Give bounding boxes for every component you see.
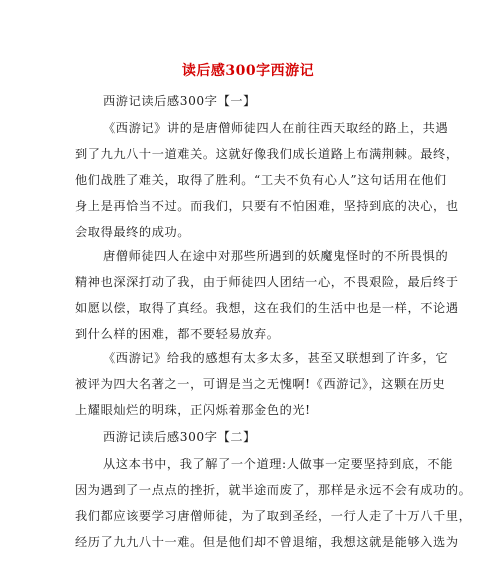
text-line: 经历了九九八十一难。但是他们却不曾退缩，我想这就是能够入选为	[75, 535, 459, 549]
paragraph-4	[75, 451, 472, 555]
text-line: 《西游记》讲的是唐僧师徒四人在前往西天取经的路上，共遇	[103, 121, 449, 135]
text-line: 精神也深深打动了我，由于师徒四人团结一心，不畏艰险，最后终于	[75, 275, 459, 289]
text-line: 被评为四大名著之一，可谓是当之无愧啊!《西游记》，这颗在历史	[75, 377, 446, 391]
text-line: 身上是再恰当不过。而我们，只要有不怕困难，坚持到底的决心，也	[75, 199, 459, 213]
text-line: 到什么样的困难，都不要轻易放弃。	[75, 327, 280, 341]
paragraph-3	[75, 345, 449, 423]
text-line: 《西游记》给我的感想有太多太多，甚至又联想到了许多，它	[103, 351, 449, 365]
paragraph-2	[75, 243, 459, 347]
text-line: 我们都应该要学习唐僧师徒，为了取到圣经，一行人走了十万八千里，	[75, 509, 472, 523]
text-line: 他们战胜了难关，取得了胜利。“工夫不负有心人”这句话用在他们	[75, 173, 447, 187]
text-line: 上耀眼灿烂的明珠，正闪烁着那金色的光!	[75, 403, 311, 417]
text-line: 从这本书中，我了解了一个道理:人做事一定要坚持到底，不能	[103, 457, 453, 471]
text-line: 如愿以偿，取得了真经。我想，这在我们的生活中也是一样，不论遇	[75, 301, 459, 315]
text-line: 因为遇到了一点点的挫折，就半途而废了，那样是永远不会有成功的。	[75, 483, 472, 497]
section-heading-1: 西游记读后感300字【一】	[103, 94, 256, 108]
section-heading-2: 西游记读后感300字【二】	[103, 430, 256, 444]
paragraph-1	[75, 115, 459, 245]
document-title: 读后感300字西游记	[181, 63, 315, 79]
text-line: 唐僧师徒四人在途中对那些所遇到的妖魔鬼怪时的不所畏惧的	[103, 249, 449, 263]
text-line: 会取得最终的成功。	[75, 225, 191, 239]
text-line: 到了九九八十一道难关。这就好像我们成长道路上布满荆棘。最终，	[75, 147, 459, 161]
